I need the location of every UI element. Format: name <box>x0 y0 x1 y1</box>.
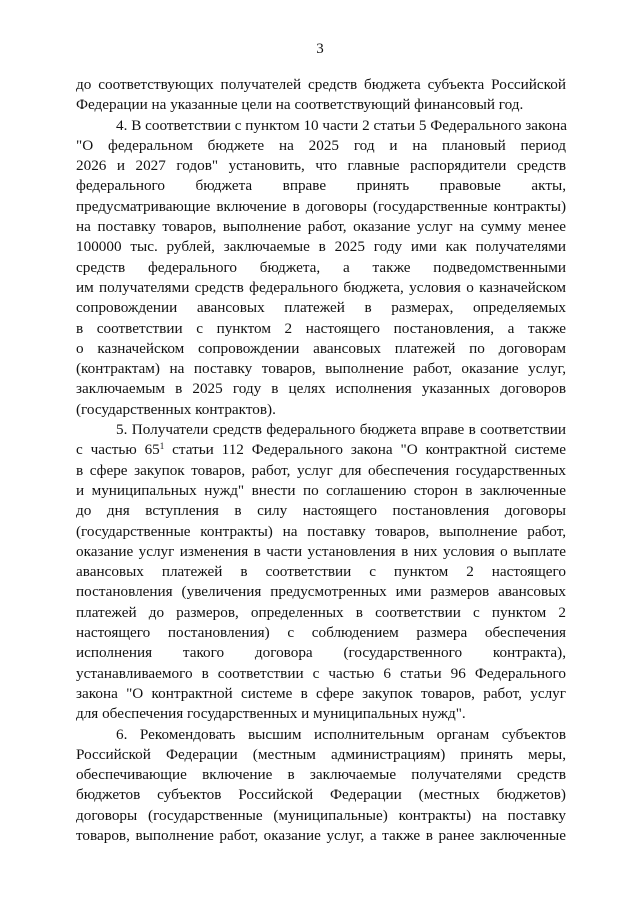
text-line: Российской Федерации (местным администрациям) принять меры, <box>76 745 566 763</box>
body-text <box>76 75 566 846</box>
text-line: (государственные контракты) на поставку товаров, выполнение работ, <box>76 522 566 540</box>
text-line: до соответствующих получателей средств бюджета субъекта Российской <box>76 76 566 93</box>
text-line: Федерации на указанные цели на соответствующий финансовый год. <box>76 96 524 114</box>
text-line: исполнения такого договора (государственного контракта), <box>76 644 566 662</box>
text-line: договоры (государственные (муниципальные) контракты) на поставку <box>76 806 566 824</box>
text-line: для обеспечения государственных и муниципальных нужд". <box>76 705 466 723</box>
text-line: сопровождении авансовых платежей в размерах, определяемых <box>76 299 566 317</box>
paragraph-5-start: 5. Получатели средств федерального бюджета вправе в соответствии <box>116 421 566 439</box>
text-line: в соответствии с пунктом 2 настоящего постановления, а также <box>76 319 566 337</box>
text-line: платежей до размеров, определенных в соответствии с пунктом 2 <box>76 603 566 621</box>
text-line: устанавливаемого в соответствии с частью 6 статьи 96 Федерального <box>76 664 566 682</box>
paragraph-6-start: 6. Рекомендовать высшим исполнительным органам субъектов <box>116 725 566 743</box>
text-line: настоящего постановления) с соблюдением размера обеспечения <box>76 624 566 642</box>
superscript: 1 <box>159 441 165 452</box>
text-line: (контрактам) на поставку товаров, выполнение работ, оказание услуг, <box>76 360 566 378</box>
text-line: "О федеральном бюджете на 2025 год и на плановый период <box>76 136 566 154</box>
text-line: о казначейском сопровождении авансовых платежей по договорам <box>76 339 566 357</box>
text-fragment: статьи 112 Федерального закона "О контрактной системе <box>164 441 566 459</box>
text-line: обеспечивающие включение в заключаемые получателями средств <box>76 766 566 784</box>
text-line: в сфере закупок товаров, работ, услуг для обеспечения государственных <box>76 461 566 479</box>
text-line: до дня вступления в силу настоящего постановления договоры <box>76 502 566 520</box>
text-line: закона "О контрактной системе в сфере закупок товаров, работ, услуг <box>76 684 566 702</box>
text-line-with-superscript <box>76 440 566 460</box>
text-line: им получателями средств федерального бюджета, условия о казначейском <box>76 278 566 296</box>
text-line: на поставку товаров, выполнение работ, оказание услуг на сумму менее <box>76 218 566 236</box>
text-line: авансовых платежей в соответствии с пунктом 2 настоящего <box>76 563 566 581</box>
text-fragment: с частью 65 <box>76 441 160 459</box>
text-line: 100000 тыс. рублей, заключаемые в 2025 году ими как получателями <box>76 238 566 256</box>
text-line: (государственных контрактов). <box>76 400 276 418</box>
text-line: заключаемым в 2025 году в целях исполнения указанных договоров <box>76 380 566 398</box>
paragraph-4-start: 4. В соответствии с пунктом 10 части 2 статьи 5 Федерального закона <box>116 116 568 134</box>
page-number: 3 <box>316 41 324 57</box>
text-line: и муниципальных нужд" внести по соглашению сторон в заключенные <box>76 481 566 499</box>
text-line: предусматривающие включение в договоры (государственные контракты) <box>76 197 566 215</box>
text-line: бюджетов субъектов Российской Федерации (местных бюджетов) <box>76 786 566 804</box>
text-line: средств федерального бюджета, а также подведомственными <box>76 258 566 276</box>
text-line: оказание услуг изменения в части установления в них условия о выплате <box>76 542 566 560</box>
text-line: 2026 и 2027 годов" установить, что главные распорядители средств <box>76 157 566 175</box>
text-line: товаров, выполнение работ, оказание услуг, а также в ранее заключенные <box>76 826 566 844</box>
text-line: федерального бюджета вправе принять правовые акты, <box>76 177 566 195</box>
text-line: постановления (увеличения предусмотренных ими размеров авансовых <box>76 583 566 601</box>
